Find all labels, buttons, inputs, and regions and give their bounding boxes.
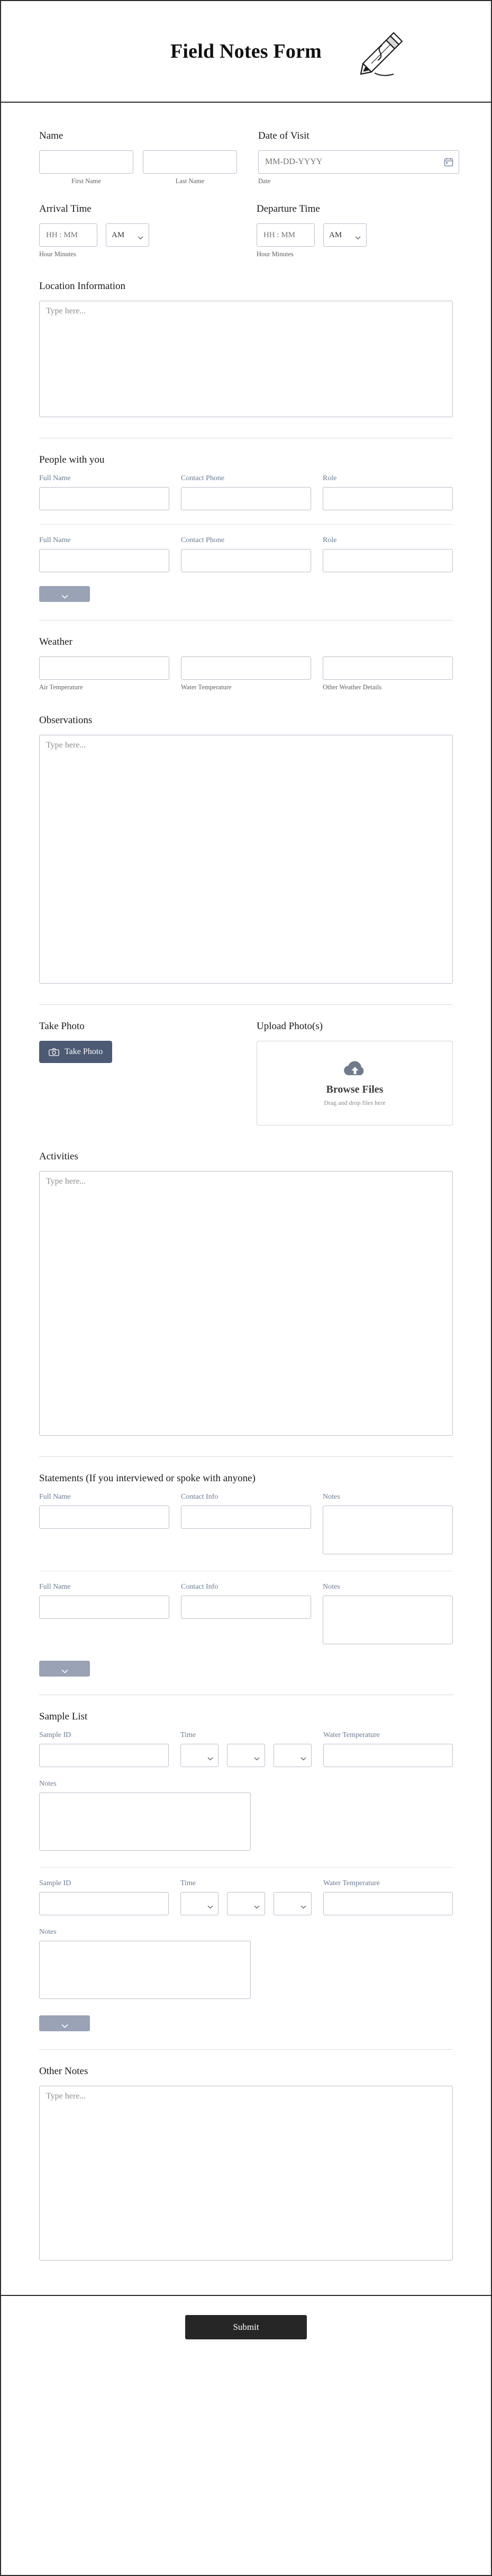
people-fullname-input[interactable] <box>39 549 169 572</box>
take-photo-button[interactable] <box>39 1041 112 1063</box>
chevron-down-icon <box>254 1754 260 1758</box>
sample-list-section <box>39 1711 453 2031</box>
divider <box>39 1004 453 1005</box>
weather-water-temp-input[interactable] <box>181 656 311 680</box>
sample-water-temp-input[interactable] <box>323 1892 453 1915</box>
arrival-ampm-value: AM <box>112 230 125 239</box>
calendar-icon[interactable] <box>444 157 453 167</box>
location-label: Location Information <box>39 281 126 292</box>
departure-time-field[interactable] <box>257 223 315 247</box>
people-role-label: Role <box>323 536 337 544</box>
sample-notes-group <box>39 1780 251 1853</box>
date-of-visit-group <box>258 130 459 185</box>
observations-label: Observations <box>39 715 93 726</box>
chevron-down-icon <box>207 1902 213 1906</box>
weather-air-temp-sublabel: Air Temperature <box>39 683 83 691</box>
statements-row <box>39 1583 453 1647</box>
chevron-down-icon <box>138 233 143 237</box>
sample-water-temp-label: Water Temperature <box>323 1731 380 1739</box>
chevron-down-icon <box>300 1902 306 1906</box>
first-name-sublabel: First Name <box>71 177 101 185</box>
statements-label: Statements (If you interviewed or spoke with anyone) <box>39 1473 256 1484</box>
date-of-visit-input[interactable] <box>264 157 444 167</box>
cloud-upload-icon <box>341 1059 369 1079</box>
statement-contact-input[interactable] <box>181 1596 311 1619</box>
weather-label: Weather <box>39 636 72 647</box>
name-date-row <box>39 130 453 185</box>
weather-other-sublabel: Other Weather Details <box>323 683 382 691</box>
date-of-visit-sublabel: Date <box>258 177 271 185</box>
location-section <box>39 281 453 420</box>
take-photo-button-label: Take Photo <box>65 1047 103 1056</box>
upload-photos-group <box>257 1021 453 1125</box>
statement-fullname-label: Full Name <box>39 1493 71 1501</box>
arrival-time-label: Arrival Time <box>39 203 92 214</box>
sample-notes-label: Notes <box>39 1780 57 1788</box>
people-phone-label: Contact Phone <box>181 536 225 544</box>
sample-notes-textarea[interactable] <box>39 1941 251 1999</box>
statement-contact-label: Contact Info <box>181 1493 218 1501</box>
upload-photos-label: Upload Photo(s) <box>257 1021 323 1032</box>
location-textarea[interactable] <box>39 301 453 417</box>
chevron-down-icon <box>61 1667 68 1671</box>
chevron-down-icon <box>207 1754 213 1758</box>
last-name-sublabel: Last Name <box>175 177 205 185</box>
sample-add-row-button[interactable] <box>39 2015 90 2031</box>
date-of-visit-label: Date of Visit <box>258 130 309 141</box>
name-label: Name <box>39 130 63 141</box>
browse-files-label[interactable]: Browse Files <box>326 1084 384 1095</box>
sample-row <box>39 1879 453 1915</box>
sample-row <box>39 1731 453 1767</box>
arrival-time-group <box>39 203 235 258</box>
last-name-input[interactable] <box>143 150 237 174</box>
chevron-down-icon <box>254 1902 260 1906</box>
weather-other-input[interactable] <box>323 656 453 680</box>
people-phone-input[interactable] <box>181 549 311 572</box>
sample-ampm-select[interactable] <box>274 1744 312 1767</box>
photos-section <box>39 1021 453 1125</box>
weather-water-temp-group <box>181 656 311 691</box>
sample-notes-group <box>39 1928 251 2002</box>
sample-time-label: Time <box>180 1731 196 1739</box>
observations-textarea[interactable] <box>39 735 453 984</box>
weather-section <box>39 636 453 691</box>
sample-notes-textarea[interactable] <box>39 1793 251 1851</box>
divider <box>39 1867 453 1868</box>
people-role-label: Role <box>323 474 337 482</box>
activities-textarea[interactable] <box>39 1171 453 1436</box>
departure-time-label: Departure Time <box>257 203 320 214</box>
chevron-down-icon <box>61 2021 68 2025</box>
weather-air-temp-input[interactable] <box>39 656 169 680</box>
statement-notes-label: Notes <box>323 1583 340 1591</box>
people-section <box>39 454 453 602</box>
statement-notes-label: Notes <box>323 1493 340 1501</box>
weather-air-temp-group <box>39 656 169 691</box>
chevron-down-icon <box>355 233 361 237</box>
sample-hour-select[interactable] <box>180 1744 218 1767</box>
submit-button[interactable]: Submit <box>185 2315 307 2339</box>
form-header <box>1 1 491 103</box>
statement-contact-label: Contact Info <box>181 1583 218 1591</box>
departure-time-sublabel: Hour Minutes <box>257 250 294 258</box>
statement-contact-input[interactable] <box>181 1506 311 1529</box>
people-phone-input[interactable] <box>181 487 311 510</box>
sample-list-label: Sample List <box>39 1711 88 1722</box>
departure-ampm-value: AM <box>329 230 342 239</box>
sample-time-label: Time <box>180 1879 196 1887</box>
statements-add-row-button[interactable] <box>39 1661 90 1677</box>
divider <box>39 524 453 525</box>
people-row <box>39 536 453 572</box>
page-title: Field Notes Form <box>170 40 322 62</box>
divider <box>39 1456 453 1457</box>
upload-dropzone[interactable] <box>257 1041 453 1125</box>
people-add-row-button[interactable] <box>39 586 90 602</box>
other-notes-textarea[interactable] <box>39 2086 453 2260</box>
statement-notes-textarea[interactable] <box>323 1506 453 1554</box>
arrival-time-input[interactable] <box>45 230 92 240</box>
observations-section <box>39 715 453 986</box>
statement-fullname-input[interactable] <box>39 1506 169 1529</box>
other-notes-section <box>39 2066 453 2263</box>
form-body <box>1 103 491 2263</box>
statements-section <box>39 1473 453 1677</box>
name-group <box>39 130 237 185</box>
activities-section <box>39 1151 453 1438</box>
people-role-input[interactable] <box>323 549 453 572</box>
drag-drop-hint: Drag and drop files here <box>324 1099 386 1106</box>
submit-section <box>1 2295 491 2358</box>
people-role-input[interactable] <box>323 487 453 510</box>
times-row <box>39 203 453 258</box>
arrival-time-sublabel: Hour Minutes <box>39 250 76 258</box>
sample-id-label: Sample ID <box>39 1879 71 1887</box>
arrival-ampm-select[interactable] <box>106 223 149 247</box>
departure-time-group <box>257 203 453 258</box>
sample-id-label: Sample ID <box>39 1731 71 1739</box>
activities-label: Activities <box>39 1151 78 1162</box>
people-phone-label: Contact Phone <box>181 474 225 482</box>
sample-minute-select[interactable] <box>227 1892 265 1915</box>
people-fullname-input[interactable] <box>39 487 169 510</box>
first-name-input[interactable] <box>39 150 133 174</box>
sample-id-input[interactable] <box>39 1892 169 1915</box>
people-fullname-label: Full Name <box>39 536 71 544</box>
divider <box>39 2049 453 2050</box>
arrival-time-field[interactable] <box>39 223 97 247</box>
departure-time-input[interactable] <box>262 230 309 240</box>
take-photo-group <box>39 1021 235 1125</box>
sample-hour-select[interactable] <box>180 1892 218 1915</box>
weather-water-temp-sublabel: Water Temperature <box>181 683 232 691</box>
people-label: People with you <box>39 454 105 465</box>
date-of-visit-field[interactable] <box>258 150 459 174</box>
take-photo-label: Take Photo <box>39 1021 85 1032</box>
chevron-down-icon <box>61 592 68 596</box>
departure-ampm-select[interactable] <box>323 223 367 247</box>
other-notes-label: Other Notes <box>39 2066 88 2077</box>
chevron-down-icon <box>300 1754 306 1758</box>
hand-writing-icon <box>353 22 412 80</box>
sample-id-input[interactable] <box>39 1744 169 1767</box>
sample-ampm-select[interactable] <box>274 1892 312 1915</box>
statement-fullname-label: Full Name <box>39 1583 71 1591</box>
sample-notes-label: Notes <box>39 1928 57 1936</box>
sample-water-temp-label: Water Temperature <box>323 1879 380 1887</box>
statement-fullname-input[interactable] <box>39 1596 169 1619</box>
statement-notes-textarea[interactable] <box>323 1596 453 1644</box>
statements-row <box>39 1493 453 1557</box>
people-fullname-label: Full Name <box>39 474 71 482</box>
sample-minute-select[interactable] <box>227 1744 265 1767</box>
camera-icon <box>49 1048 59 1056</box>
sample-water-temp-input[interactable] <box>323 1744 453 1767</box>
people-row <box>39 474 453 510</box>
weather-other-group <box>323 656 453 691</box>
